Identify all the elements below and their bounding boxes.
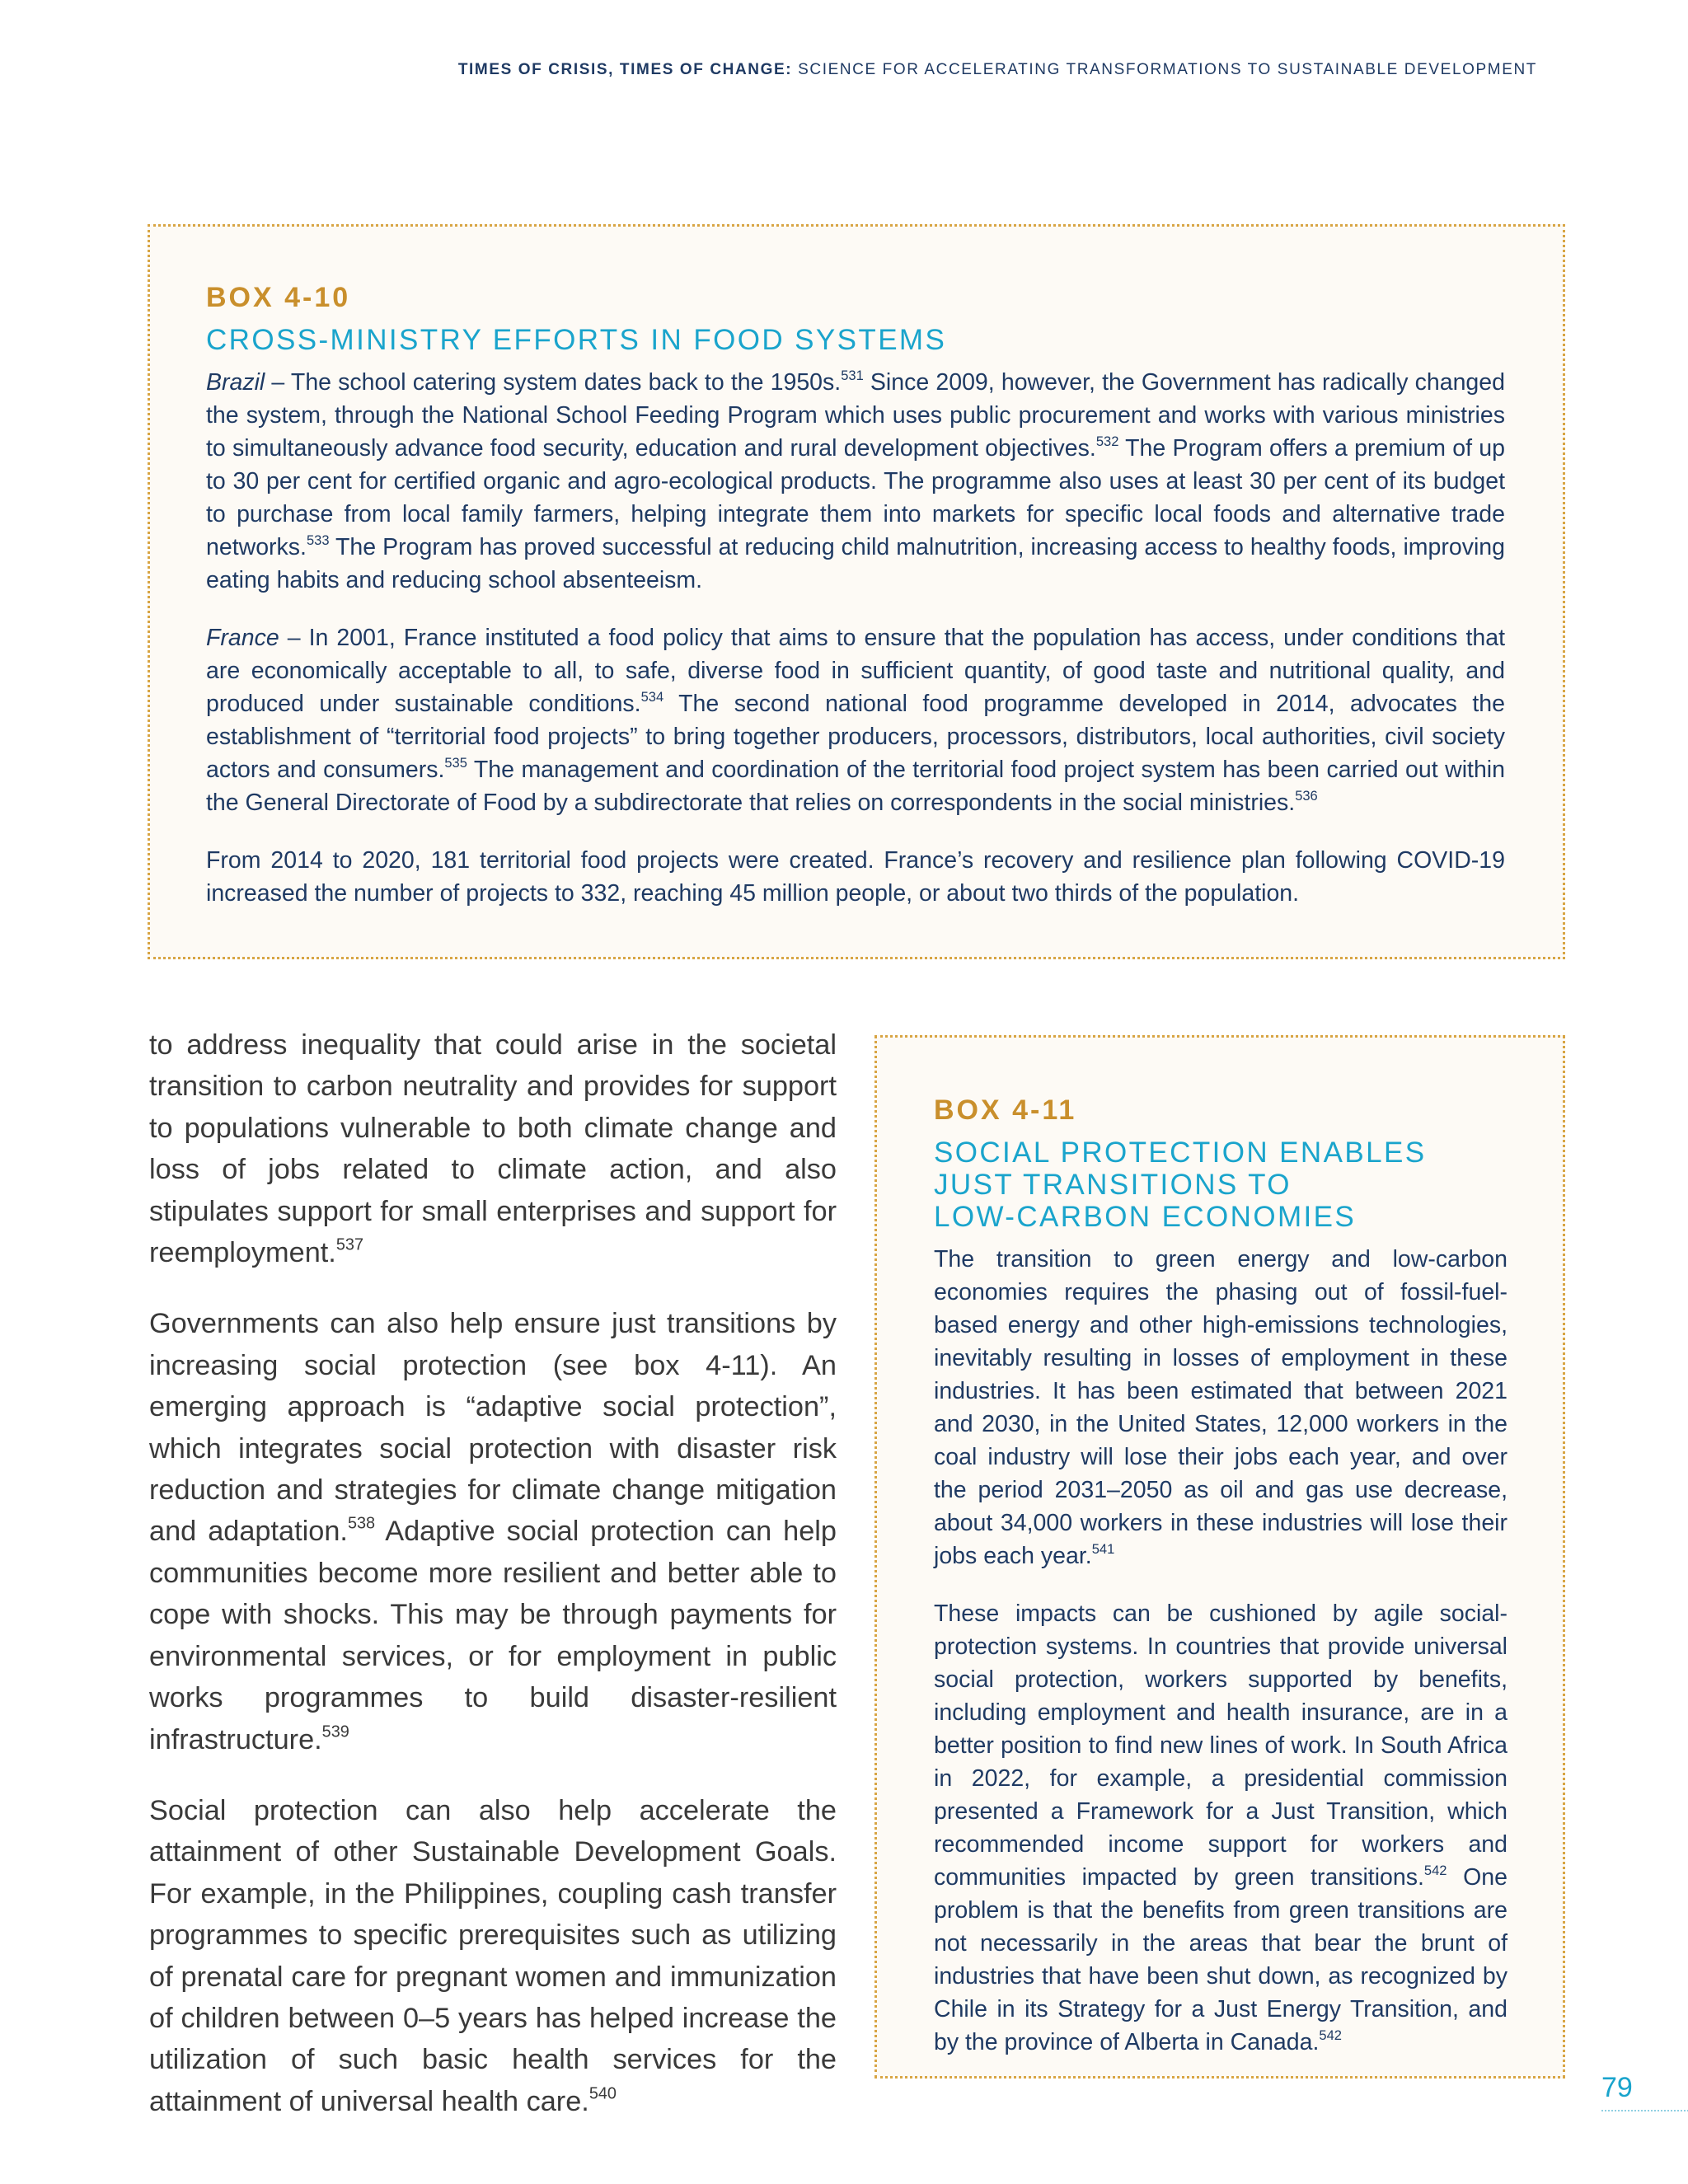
box-title-line: SOCIAL PROTECTION ENABLES — [934, 1137, 1427, 1169]
page-number-rule — [1601, 2110, 1688, 2111]
main-text-column — [149, 1024, 837, 2152]
paragraph-text: These impacts can be cushioned by agile social-protection systems. In countries that provide universal social protection, workers supported by benefits, including employment and health insurance, are in a better position to find new lines of work. In South Africa in 2022, for example, a presidential commission presented a Framework for a Just Transition, which recommended income support for workers and communities impacted by green transitions. — [934, 1601, 1507, 1891]
box-label: BOX 4-11 — [934, 1094, 1077, 1126]
paragraph-text: One problem is that the benefits from green transitions are not necessarily in the areas that bear the brunt of industries that have been shut down, as recognized by Chile in its Strategy for a Just Energy Transition, and by the province of Alberta in Canada. — [934, 1864, 1507, 2055]
body-paragraph — [149, 1790, 837, 2122]
box-paragraph-brazil — [206, 366, 1505, 597]
body-paragraph — [149, 1303, 837, 1760]
paragraph-text: – The school catering system dates back to the 1950s. — [265, 369, 842, 396]
body-paragraph — [149, 1024, 837, 1273]
box-title: CROSS-MINISTRY EFFORTS IN FOOD SYSTEMS — [206, 324, 947, 356]
footnote-ref: 538 — [347, 1515, 376, 1534]
box-paragraph-france — [206, 621, 1505, 819]
footnote-ref: 541 — [1091, 1541, 1115, 1558]
footnote-ref: 531 — [841, 368, 864, 384]
country-lead: Brazil — [206, 369, 265, 396]
box-title-line: LOW-CARBON ECONOMIES — [934, 1201, 1357, 1233]
paragraph-text: Social protection can also help accelerate the attainment of other Sustainable Development Goals. For example, in the Philippines, coupling cash transfer programmes to specific prerequisites such as utilizing of prenatal care for pregnant women and immunization of children between 0–5 years has helped increase the utilization of such basic health services for the attainment of universal health care. — [149, 1794, 837, 2117]
footnote-ref: 532 — [1095, 434, 1119, 450]
box-4-10 — [148, 224, 1565, 959]
footnote-ref: 539 — [321, 1722, 349, 1741]
footnote-ref: 533 — [306, 532, 330, 549]
footnote-ref: 535 — [444, 755, 467, 771]
footnote-ref: 540 — [588, 2084, 617, 2103]
box-paragraph-impacts — [934, 1597, 1507, 2059]
paragraph-text: The Program offers a premium of up to 30 per cent for certified organic and agro-ecological products. The programme also uses at least 30 per cent of its budget to purchase from local family farmers, helping integrate them into markets for specific local foods and alternative trade networks. — [206, 435, 1506, 560]
box-4-11 — [874, 1035, 1565, 2079]
paragraph-text: The Program has proved successful at reducing child malnutrition, increasing access to healthy foods, improving eating habits and reducing school absenteeism. — [206, 534, 1505, 593]
country-lead: France — [206, 625, 279, 651]
paragraph-text: to address inequality that could arise in the societal transition to carbon neutrality and provides for support to populations vulnerable to both climate change and loss of jobs related to climate action, and also stipulates support for small enterprises and support for reemployment. — [149, 1029, 837, 1269]
footnote-ref: 534 — [640, 689, 664, 705]
paragraph-text: The second national food programme developed in 2014, advocates the establishment of “territorial food projects” to bring together producers, processors, distributors, local authorities, civil society actors and consumers. — [206, 691, 1505, 783]
page-number: 79 — [1601, 2072, 1633, 2103]
running-header-subtitle: SCIENCE FOR ACCELERATING TRANSFORMATIONS TO SUSTAINABLE DEVELOPMENT — [798, 61, 1537, 78]
paragraph-text: Since 2009, however, the Government has radically changed the system, through the National School Feeding Program which uses public procurement and works with various ministries to simultaneously advance food security, education and rural development objectives. — [206, 369, 1505, 462]
paragraph-text: The transition to green energy and low-carbon economies requires the phasing out of fossil-fuel-based energy and other high-emissions technologies, inevitably resulting in losses of employment in these industries. It has been estimated that between 2021 and 2030, in the United States, 12,000 workers in the coal industry will lose their jobs each year, and over the period 2031–2050 as oil and gas use decrease, about 34,000 workers in these industries will lose their jobs each year. — [934, 1246, 1507, 1569]
paragraph-text: Governments can also help ensure just transitions by increasing social protection (see box 4-11). An emerging approach is “adaptive social protection”, which integrates social protection with disaster risk reduction and strategies for climate change mitigation and adaptation. — [149, 1308, 837, 1548]
footnote-ref: 536 — [1295, 788, 1318, 804]
box-label: BOX 4-10 — [206, 282, 351, 313]
footnote-ref: 542 — [1423, 1863, 1447, 1879]
footnote-ref: 537 — [335, 1235, 364, 1254]
box-title-line: JUST TRANSITIONS TO — [934, 1169, 1292, 1201]
box-paragraph-transition — [934, 1243, 1507, 1572]
footnote-ref: 542 — [1319, 2027, 1342, 2044]
running-header — [458, 61, 1537, 79]
box-paragraph-projects: From 2014 to 2020, 181 territorial food projects were created. France’s recovery and resilience plan following COVID-19 increased the number of projects to 332, reaching 45 million people, or about two thirds of the population. — [206, 847, 1505, 907]
paragraph-text: Adaptive social protection can help communities become more resilient and better able to cope with shocks. This may be through payments for environmental services, or for employment in public works programmes to build disaster-resilient infrastructure. — [149, 1516, 837, 1755]
running-header-title: TIMES OF CRISIS, TIMES OF CHANGE: — [457, 61, 793, 78]
paragraph-text: – In 2001, France instituted a food policy that aims to ensure that the population has access, under conditions that are economically acceptable to all, to safe, diverse food in sufficient quantity, of good taste and nutritional quality, and produced under sustainable conditions. — [206, 625, 1505, 717]
box-title — [934, 1137, 1507, 1233]
paragraph-text: The management and coordination of the territorial food project system has been carried out within the General Directorate of Food by a subdirectorate that relies on correspondents in the social ministries. — [206, 757, 1505, 816]
